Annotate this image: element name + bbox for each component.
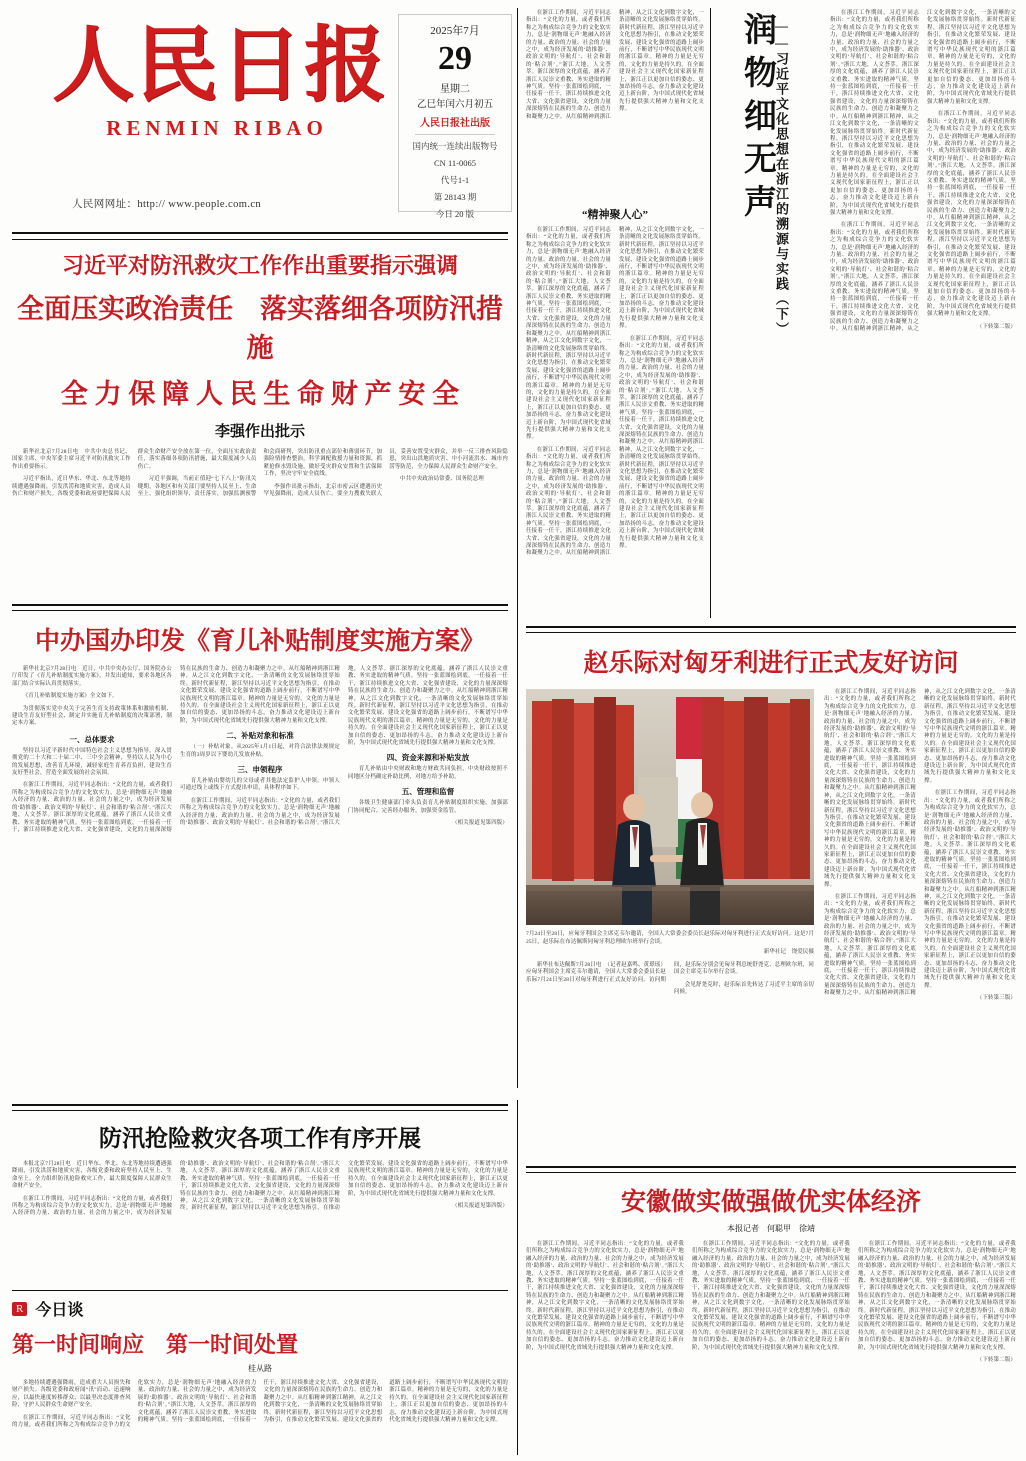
visit-story bbox=[526, 626, 1016, 1003]
rule bbox=[526, 1172, 1016, 1173]
paragraph: 李强作出批示指出，北京市密云区遭遇历史罕见强降雨，造成人员伤亡。要全力搜救失联人员，妥善安置受灾群众，并举一反三排查风险隐患，突出山洪地质灾害、中小河流洪水、城市内涝等防范，全力保障人民群众生命财产安全。 bbox=[263, 449, 508, 498]
masthead-info-box bbox=[398, 14, 512, 219]
anhui-story bbox=[526, 1166, 1016, 1365]
visit-photo-caption: 7月24日至28日，应匈牙利国会主席克韦尔邀请，全国人大常委会委员长赵乐际对匈牙利进行正式友好访问。这是7月25日，赵乐际在布达佩斯同匈牙利总理欧尔班举行会谈。 bbox=[526, 931, 814, 945]
flood-title: 防汛抢险救灾各项工作有序开展 bbox=[99, 1126, 421, 1151]
visit-photo-credit: 新华社记 饶爱民摄 bbox=[763, 949, 814, 955]
paragraph: 在浙江工作期间，习近平同志指出：“文化的力量，或者我们所称之为构成综合竞争力的文化软实力，总是‘润物细无声’地融入经济的力量、政治的力量、社会的力量之中，成为经济发展的‘助推器’、政治文明的‘导航灯’、社会和谐的‘粘合剂’。”浙江大地，人文荟萃。浙江深厚的文化底蕴，涵养了浙江人民崇文重教、务实进取的精神气质。坚持一张蓝图绘到底，一任接着一任干，浙江持续推进文化大省、文化强省建设，文化的力量深深熔铸在民族的生命力、创造力和凝聚力之中。从红船精神到浙江精神，从之江文化到数字文化，一条清晰的文化发展脉络贯穿始终。新时代新征程，浙江坚持以习近平文化思想为指引，在推动文化繁荣发展、建设文化强省的道路上阔步前行，不断谱写中华民族现代文明的浙江篇章。精神的力量是无穷的，文化的力量是持久的。在全面建设社会主义现代化国家新征程上，浙江正以更加自信的姿态、更加昂扬的斗志，奋力推动文化建设迈上新台阶，为中国式现代化省域先行提供强大精神力量和文化支撑。 bbox=[180, 666, 508, 827]
paragraph: 在浙江工作期间，习近平同志指出：“文化的力量，或者我们所称之为构成综合竞争力的文化软实力，总是‘润物细无声’地融入经济的力量、政治的力量、社会的力量之中，成为经济发展的‘助推器’、政治文明的‘导航灯’、社会和谐的‘粘合剂’。”浙江大地，人文荟萃。浙江深厚的文化底蕴，涵养了浙江人民崇文重教、务实进取的精神气质。坚持一张蓝图绘到底，一任接着一任干，浙江持续推进文化大省、文化强省建设，文化的力量深深熔铸在民族的生命力、创造力和凝聚力之中。从红船精神到浙江精神，从之江文化到数字文化，一条清晰的文化发展脉络贯穿始终。新时代新征程，浙江坚持以习近平文化思想为指引，在推动文化繁荣发展、建设文化强省的道路上阔步前行，不断谱写中华民族现代文明的浙江篇章。精神的力量是无穷的，文化的力量是持久的。在全面建设社会主义现代化国家新征程上，浙江正以更加自信的姿态、更加昂扬的斗志，奋力推动文化建设迈上新台阶，为中国式现代化省域先行提供强大精神力量和文化支撑。 bbox=[526, 227, 611, 441]
masthead-website[interactable]: 人民网网址：http:// www.people.com.cn bbox=[72, 199, 262, 210]
xi-culture-intro bbox=[526, 10, 704, 200]
column-divider-2 bbox=[517, 1100, 518, 1455]
anhui-body bbox=[526, 1241, 1016, 1365]
paragraph: 本报北京7月28日电 近日华东、华北、东北等地持续遭遇强降雨，引发洪涝和地质灾害，各级党委和政府坚持人民至上、生命至上，全力组织防汛抢险救灾工作，最大限度保障人民群众生命财产安全。 bbox=[12, 1161, 172, 1190]
paragraph: （一）补贴对象。从2025年1月1日起，对符合法律法规规定生育的3周岁以下婴幼儿发放补贴。 bbox=[180, 744, 340, 758]
masthead-pages: 今日 20 版 bbox=[435, 209, 475, 219]
paragraph: 在浙江工作期间，习近平同志指出：“文化的力量，或者我们所称之为构成综合竞争力的文化软实力，总是‘润物细无声’地融入经济的力量、政治的力量、社会的力量之中，成为经济发展的‘助推器’、政治文明的‘导航灯’、社会和谐的‘粘合剂’。”浙江大地，人文荟萃。浙江深厚的文化底蕴，涵养了浙江人民崇文重教、务实进取的精神气质。坚持一张蓝图绘到底，一任接着一任干，浙江持续推进文化大省、文化强省建设，文化的力量深深熔铸在民族的生命力、创造力和凝聚力之中。从红船精神到浙江精神，从之江文化到数字文化，一条清晰的文化发展脉络贯穿始终。新时代新征程，浙江坚持以习近平文化思想为指引，在推动文化繁荣发展、建设文化强省的道路上阔步前行，不断谱写中华民族现代文明的浙江篇章。精神的力量是无穷的，文化的力量是持久的。在全面建设社会主义现代化国家新征程上，浙江正以更加自信的姿态、更加昂扬的斗志，奋力推动文化建设迈上新台阶，为中国式现代化省域先行提供强大精神力量和文化支撑。 bbox=[526, 1241, 684, 1351]
divider bbox=[415, 134, 495, 135]
lead-body bbox=[12, 449, 508, 498]
xi-culture-text-right bbox=[830, 10, 1016, 610]
paragraph: 在浙江工作期间，习近平同志指出：“文化的力量，或者我们所称之为构成综合竞争力的文化软实力，总是‘润物细无声’地融入经济的力量、政治的力量、社会的力量之中，成为经济发展的‘助推器’、政治文明的‘导航灯’、社会和谐的‘粘合剂’。”浙江大地，人文荟萃。浙江深厚的文化底蕴，涵养了浙江人民崇文重教、务实进取的精神气质。坚持一张蓝图绘到底，一任接着一任干，浙江持续推进文化大省、文化强省建设，文化的力量深深熔铸在民族的生命力、创造力和凝聚力之中。从红船精神到浙江精神，从之江文化到数字文化，一条清晰的文化发展脉络贯穿始终。新时代新征程，浙江坚持以习近平文化思想为指引，在推动文化繁荣发展、建设文化强省的道路上阔步前行，不断谱写中华民族现代文明的浙江篇章。精神的力量是无穷的，文化的力量是持久的。在全面建设社会主义现代化国家新征程上，浙江正以更加自信的姿态、更加昂扬的斗志，奋力推动文化建设迈上新台阶，为中国式现代化省域先行提供强大精神力量和文化支撑。 bbox=[858, 1241, 1016, 1351]
masthead-title-cn: 人民日报 bbox=[52, 20, 389, 111]
paragraph: 在浙江工作期间，习近平同志指出：“文化的力量，或者我们所称之为构成综合竞争力的文化软实力，总是‘润物细无声’地融入经济的力量、政治的力量、社会的力量之中，成为经济发展的‘助推器’、政治文明的‘导航灯’、社会和谐的‘粘合剂’。”浙江大地，人文荟萃。浙江深厚的文化底蕴，涵养了浙江人民崇文重教、务实进取的精神气质。坚持一张蓝图绘到底，一任接着一任干，浙江持续推进文化大省、文化强省建设，文化的力量深深熔铸在民族的生命力、创造力和凝聚力之中。从红船精神到浙江精神，从之江文化到数字文化，一条清晰的文化发展脉络贯穿始终。新时代新征程，浙江坚持以习近平文化思想为指引，在推动文化繁荣发展、建设文化强省的道路上阔步前行，不断谱写中华民族现代文明的浙江篇章。精神的力量是无穷的，文化的力量是持久的。在全面建设社会主义现代化国家新征程上，浙江正以更加自信的姿态、更加昂扬的斗志，奋力推动文化建设迈上新台阶，为中国式现代化省域先行提供强大精神力量和文化支撑。 bbox=[526, 10, 704, 120]
vertical-subhead: ——习近平文化思想在浙江的溯源与实践（下） bbox=[774, 18, 789, 337]
xi-culture-text-left bbox=[526, 10, 704, 610]
paragraph: 为贯彻落实党中央关于完善生育支持政策体系和激励机制、建设生育友好型社会、制定并实施育儿补贴制度的决策部署，制定本方案。 bbox=[12, 705, 172, 727]
masthead-day: 29 bbox=[438, 40, 472, 77]
paragraph: 在浙江工作期间，习近平同志指出：“文化的力量，或者我们所称之为构成综合竞争力的文化软实力，总是‘润物细无声’地融入经济的力量、政治的力量、社会的力量之中，成为经济发展的‘助推器’、政治文明的‘导航灯’、社会和谐的‘粘合剂’。”浙江大地，人文荟萃。浙江深厚的文化底蕴，涵养了浙江人民崇文重教、务实进取的精神气质。坚持一张蓝图绘到底，一任接着一任干，浙江持续推进文化大省、文化强省建设，文化的力量深深熔铸在民族的生命力、创造力和凝聚力之中。从红船精神到浙江精神，从之江文化到数字文化，一条清晰的文化发展脉络贯穿始终。新时代新征程，浙江坚持以习近平文化思想为指引，在推动文化繁荣发展、建设文化强省的道路上阔步前行，不断谱写中华民族现代文明的浙江篇章。精神的力量是无穷的，文化的力量是持久的。在全面建设社会主义现代化国家新征程上，浙江正以更加自信的姿态、更加昂扬的斗志，奋力推动文化建设迈上新台阶，为中国式现代化省域先行提供强大精神力量和文化支撑。 bbox=[830, 10, 919, 216]
paragraph: 育儿补贴由中央财政和地方财政共同负担，中央财政按照不同地区分档确定补助比例，对地方给予补助。 bbox=[348, 766, 508, 780]
lead-headline-2: 全 力 保 障 人 民 生 命 财 产 安 全 bbox=[60, 379, 460, 409]
paragraph: 在浙江工作期间，习近平同志指出：“文化的力量，或者我们所称之为构成综合竞争力的文化软实力，总是‘润物细无声’地融入经济的力量、政治的力量、社会的力量之中，成为经济发展的‘助推器’、政治文明的‘导航灯’、社会和谐的‘粘合剂’。”浙江大地，人文荟萃。浙江深厚的文化底蕴，涵养了浙江人民崇文重教、务实进取的精神气质。坚持一张蓝图绘到底，一任接着一任干，浙江持续推进文化大省、文化强省建设，文化的力量深深熔铸在民族的生命力、创造力和凝聚力之中。从红船精神到浙江精神，从之江文化到数字文化，一条清晰的文化发展脉络贯穿始终。新时代新征程，浙江坚持以习近平文化思想为指引，在推动文化繁荣发展、建设文化强省的道路上阔步前行，不断谱写中华民族现代文明的浙江篇章。精神的力量是无穷的，文化的力量是持久的。在全面建设社会主义现代化国家新征程上，浙江正以更加自信的姿态、更加昂扬的斗志，奋力推动文化建设迈上新台阶，为中国式现代化省域先行提供强大精神力量和文化支撑。 bbox=[924, 790, 1016, 989]
xi-culture-subhead: “精神聚人心” bbox=[582, 209, 648, 221]
today-talk-author: 桂从路 bbox=[248, 1364, 272, 1373]
masthead-cn-code: CN 11-0065 bbox=[434, 158, 476, 168]
paragraph: 新华社北京7月28日电 中共中央总书记、国家主席、中央军委主席习近平对防汛救灾工作作出重要指示。 bbox=[12, 449, 131, 470]
column-divider-1 bbox=[517, 8, 518, 1088]
masthead-daihao: 代号1-1 bbox=[440, 175, 470, 185]
flood-body bbox=[12, 1161, 508, 1218]
paragraph: 各级卫生健康部门牵头负责育儿补贴制度组织实施，加强部门协同配合，完善经办服务，加强资金监管。 bbox=[348, 800, 508, 814]
visit-body-left bbox=[526, 962, 814, 997]
flood-story bbox=[12, 1104, 508, 1218]
today-talk-badge: R bbox=[12, 1302, 27, 1316]
visit-title: 赵乐际对匈牙利进行正式友好访问 bbox=[583, 650, 959, 677]
visit-body-right bbox=[824, 689, 1016, 1003]
masthead-lunar: 乙巳年闰六月初五 bbox=[416, 100, 493, 110]
paragraph: 习近平指出，近日华东、华北、东北等地持续遭遇强降雨，引发洪涝和地质灾害，造成人员伤亡和财产损失。各级党委和政府要把保障人民群众生命财产安全放在第一位，全面压实政治责任，落实落细各项防汛措施，最大限度减少人员伤亡。 bbox=[12, 449, 257, 498]
paragraph: 在浙江工作期间，习近平同志指出：“文化的力量，或者我们所称之为构成综合竞争力的文化软实力，总是‘润物细无声’地融入经济的力量、政治的力量、社会的力量之中，成为经济发展的‘助推器’、政治文明的‘导航灯’、社会和谐的‘粘合剂’。”浙江大地，人文荟萃。浙江深厚的文化底蕴，涵养了浙江人民崇文重教、务实进取的精神气质。坚持一张蓝图绘到底，一任接着一任干，浙江持续推进文化大省、文化强省建设，文化的力量深深熔铸在民族的生命力、创造力和凝聚力之中。从红船精神到浙江精神，从之江文化到数字文化，一条清晰的文化发展脉络贯穿始终。新时代新征程，浙江坚持以习近平文化思想为指引，在推动文化繁荣发展、建设文化强省的道路上阔步前行，不断谱写中华民族现代文明的浙江篇章。精神的力量是无穷的，文化的力量是持久的。在全面建设社会主义现代化国家新征程上，浙江正以更加自信的姿态、更加昂扬的斗志，奋力推动文化建设迈上新台阶，为中国式现代化省域先行提供强大精神力量和文化支撑。 bbox=[927, 111, 1016, 318]
anhui-footnote: （下转第二版） bbox=[976, 1357, 1016, 1364]
rule bbox=[526, 632, 1016, 633]
xi-culture-body bbox=[526, 227, 704, 599]
masthead-title bbox=[52, 18, 402, 141]
anhui-byline: 本报记者 何聪甲 徐靖 bbox=[727, 1224, 815, 1233]
paragraph: 在浙江工作期间，习近平同志指出：“文化的力量，或者我们所称之为构成综合竞争力的文化软实力，总是‘润物细无声’地融入经济的力量、政治的力量、社会的力量之中，成为经济发展的‘助推器’、政治文明的‘导航灯’、社会和谐的‘粘合剂’。”浙江大地，人文荟萃。浙江深厚的文化底蕴，涵养了浙江人民崇文重教、务实进取的精神气质。坚持一张蓝图绘到底，一任接着一任干，浙江持续推进文化大省、文化强省建设，文化的力量深深熔铸在民族的生命力、创造力和凝聚力之中。从红船精神到浙江精神，从之江文化到数字文化，一条清晰的文化发展脉络贯穿始终。新时代新征程，浙江坚持以习近平文化思想为指引，在推动文化繁荣发展、建设文化强省的道路上阔步前行，不断谱写中华民族现代文明的浙江篇章。精神的力量是无穷的，文化的力量是持久的。在全面建设社会主义现代化国家新征程上，浙江正以更加自信的姿态、更加昂扬的斗志，奋力推动文化建设迈上新台阶，为中国式现代化省域先行提供强大精神力量和文化支撑。 bbox=[526, 227, 704, 557]
paragraph: 在浙江工作期间，习近平同志指出：“文化的力量，或者我们所称之为构成综合竞争力的文化软实力，总是‘润物细无声’地融入经济的力量、政治的力量、社会的力量之中，成为经济发展的‘助推器’、政治文明的‘导航灯’、社会和谐的‘粘合剂’。”浙江大地，人文荟萃。浙江深厚的文化底蕴，涵养了浙江人民崇文重教、务实进取的精神气质。坚持一张蓝图绘到底，一任接着一任干，浙江持续推进文化大省、文化强省建设，文化的力量深深熔铸在民族的生命力、创造力和凝聚力之中。从红船精神到浙江精神，从之江文化到数字文化，一条清晰的文化发展脉络贯穿始终。新时代新征程，浙江坚持以习近平文化思想为指引，在推动文化繁荣发展、建设文化强省的道路上阔步前行，不断谱写中华民族现代文明的浙江篇章。精神的力量是无穷的，文化的力量是持久的。在全面建设社会主义现代化国家新征程上，浙江正以更加自信的姿态、更加昂扬的斗志，奋力推动文化建设迈上新台阶，为中国式现代化省域先行提供强大精神力量和文化支撑。 bbox=[824, 689, 1016, 997]
masthead-publisher: 人民日报社出版 bbox=[420, 118, 490, 129]
today-talk-body bbox=[12, 1380, 508, 1429]
policy-section-heading: 三、申领程序 bbox=[237, 765, 283, 775]
paragraph: 在浙江工作期间，习近平同志指出：“文化的力量，或者我们所称之为构成综合竞争力的文化软实力，总是‘润物细无声’地融入经济的力量、政治的力量、社会的力量之中，成为经济发展的‘助推器’、政治文明的‘导航灯’、社会和谐的‘粘合剂’。”浙江大地，人文荟萃。浙江深厚的文化底蕴，涵养了浙江人民崇文重教、务实进取的精神气质。坚持一张蓝图绘到底，一任接着一任干，浙江持续推进文化大省、文化强省建设，文化的力量深深熔铸在民族的生命力、创造力和凝聚力之中。从红船精神到浙江精神，从之江文化到数字文化，一条清晰的文化发展脉络贯穿始终。新时代新征程，浙江坚持以习近平文化思想为指引，在推动文化繁荣发展、建设文化强省的道路上阔步前行，不断谱写中华民族现代文明的浙江篇章。精神的力量是无穷的，文化的力量是持久的。在全面建设社会主义现代化国家新征程上，浙江正以更加自信的姿态、更加昂扬的斗志，奋力推动文化建设迈上新台阶，为中国式现代化省域先行提供强大精神力量和文化支撑。 bbox=[12, 1380, 508, 1429]
paragraph: 中共中央政治局常委、国务院总理 bbox=[400, 476, 484, 483]
paragraph: 多地持续遭遇强降雨，造成重大人员损失和财产损失。各级党委和政府闻“汛”而动、迅速响应，以最快速度转移群众、以最坚决态度排查风险，守护人民群众生命财产安全。 bbox=[12, 1380, 131, 1409]
policy-section-heading: 五、管理和监督 bbox=[401, 787, 455, 797]
masthead-date: 2025年7月 bbox=[430, 25, 480, 37]
visit-photo bbox=[526, 689, 814, 925]
paragraph: 新华社布达佩斯7月28日电 （记者赵嘉鸣、黄璟瑶）应匈牙利国会主席克韦尔邀请，全国人大常委会委员长赵乐际7月24日至28日对匈牙利进行正式友好访问。访问期间，赵乐际分别会见匈牙利总统舒尧克、总理欧尔班，同国会主席克韦尔举行会谈。 bbox=[526, 962, 814, 983]
lead-kicker: 习近平对防汛救灾工作作出重要指示强调 bbox=[61, 253, 458, 278]
xi-culture-right-body bbox=[830, 10, 1016, 590]
rule bbox=[12, 1290, 508, 1291]
paragraph: 坚持以习近平新时代中国特色社会主义思想为指导，深入贯彻党的二十大和二十届二中、三中全会精神，坚持以人民为中心的发展思想，改善育儿环境，减轻家庭生育养育负担，建设生育友好型社会，营造全面发展的社会氛围。 bbox=[12, 747, 172, 777]
visit-footnote: （下转第三版） bbox=[976, 995, 1016, 1002]
paragraph: 会见舒尧克时，赵乐际首先转达了习近平主席的亲切问候。 bbox=[674, 981, 814, 996]
rule bbox=[12, 1110, 508, 1111]
today-talk bbox=[12, 1290, 508, 1429]
policy-body bbox=[12, 666, 508, 834]
paragraph: 习近平强调，当前正值迎“七下八上”防汛关键期，各地区和有关部门要坚持人民至上、生命至上，强化组织领导、责任落实，加强监测预警和会商研判，突出防汛重点部位和薄弱环节，加强险情排查整治，科学调配救援力量和资源，抓紧抢修水毁设施，做好受灾群众安置和生活保障工作，坚决守牢安全底线。 bbox=[137, 449, 383, 498]
lead-headline-1: 全面压实政治责任 落实落细各项防汛措施 bbox=[17, 294, 503, 363]
vertical-headline: 润物细无声 bbox=[739, 12, 775, 227]
xi-culture-footnote: （下转第二版） bbox=[976, 323, 1016, 330]
masthead-issn: 国内统一连续出版物号 bbox=[412, 141, 498, 151]
policy-story bbox=[12, 604, 508, 834]
paragraph: 在浙江工作期间，习近平同志指出：“文化的力量，或者我们所称之为构成综合竞争力的文化软实力，总是‘润物细无声’地融入经济的力量、政治的力量、社会的力量之中，成为经济发展的‘助推器’、政治文明的‘导航灯’、社会和谐的‘粘合剂’。”浙江大地，人文荟萃。浙江深厚的文化底蕴，涵养了浙江人民崇文重教、务实进取的精神气质。坚持一张蓝图绘到底，一任接着一任干，浙江持续推进文化大省、文化强省建设，文化的力量深深熔铸在民族的生命力、创造力和凝聚力之中。从红船精神到浙江精神，从之江文化到数字文化，一条清晰的文化发展脉络贯穿始终。新时代新征程，浙江坚持以习近平文化思想为指引，在推动文化繁荣发展、建设文化强省的道路上阔步前行，不断谱写中华民族现代文明的浙江篇章。精神的力量是无穷的，文化的力量是持久的。在全面建设社会主义现代化国家新征程上，浙江正以更加自信的姿态、更加昂扬的斗志，奋力推动文化建设迈上新台阶，为中国式现代化省域先行提供强大精神力量和文化支撑。 bbox=[619, 335, 704, 550]
masthead-issue: 第 28143 期 bbox=[433, 192, 477, 202]
flood-footnote: （相关报道见第四版） bbox=[452, 1203, 508, 1210]
paragraph: 在浙江工作期间，习近平同志指出：“文化的力量，或者我们所称之为构成综合竞争力的文化软实力，总是‘润物细无声’地融入经济的力量、政治的力量、社会的力量之中，成为经济发展的‘助推器’、政治文明的‘导航灯’、社会和谐的‘粘合剂’。”浙江大地，人文荟萃。浙江深厚的文化底蕴，涵养了浙江人民崇文重教、务实进取的精神气质。坚持一张蓝图绘到底，一任接着一任干，浙江持续推进文化大省、文化强省建设，文化的力量深深熔铸在民族的生命力、创造力和凝聚力之中。从红船精神到浙江精神，从之江文化到数字文化，一条清晰的文化发展脉络贯穿始终。新时代新征程，浙江坚持以习近平文化思想为指引，在推动文化繁荣发展、建设文化强省的道路上阔步前行，不断谱写中华民族现代文明的浙江篇章。精神的力量是无穷的，文化的力量是持久的。在全面建设社会主义现代化国家新征程上，浙江正以更加自信的姿态、更加昂扬的斗志，奋力推动文化建设迈上新台阶，为中国式现代化省域先行提供强大精神力量和文化支撑。 bbox=[12, 1161, 508, 1217]
policy-section-heading: 四、资金来源和补贴发放 bbox=[386, 753, 470, 763]
xi-culture-vertical-sub bbox=[772, 18, 816, 598]
paragraph: 在浙江工作期间，习近平同志指出：“文化的力量，或者我们所称之为构成综合竞争力的文化软实力，总是‘润物细无声’地融入经济的力量、政治的力量、社会的力量之中，成为经济发展的‘助推器’、政治文明的‘导航灯’、社会和谐的‘粘合剂’。”浙江大地，人文荟萃。浙江深厚的文化底蕴，涵养了浙江人民崇文重教、务实进取的精神气质。坚持一张蓝图绘到底，一任接着一任干，浙江持续推进文化大省、文化强省建设，文化的力量深深熔铸在民族的生命力、创造力和凝聚力之中。从红船精神到浙江精神，从之江文化到数字文化，一条清晰的文化发展脉络贯穿始终。新时代新征程，浙江坚持以习近平文化思想为指引，在推动文化繁荣发展、建设文化强省的道路上阔步前行，不断谱写中华民族现代文明的浙江篇章。精神的力量是无穷的，文化的力量是持久的。在全面建设社会主义现代化国家新征程上，浙江正以更加自信的姿态、更加昂扬的斗志，奋力推动文化建设迈上新台阶，为中国式现代化省域先行提供强大精神力量和文化支撑。 bbox=[824, 689, 916, 888]
policy-section-heading: 一、总体要求 bbox=[69, 734, 115, 744]
lead-subhead: 李强作出批示 bbox=[214, 424, 305, 440]
paragraph: 在浙江工作期间，习近平同志指出：“文化的力量，或者我们所称之为构成综合竞争力的文化软实力，总是‘润物细无声’地融入经济的力量、政治的力量、社会的力量之中，成为经济发展的‘助推器’、政治文明的‘导航灯’、社会和谐的‘粘合剂’。”浙江大地，人文荟萃。浙江深厚的文化底蕴，涵养了浙江人民崇文重教、务实进取的精神气质。坚持一张蓝图绘到底，一任接着一任干，浙江持续推进文化大省、文化强省建设，文化的力量深深熔铸在民族的生命力、创造力和凝聚力之中。从红船精神到浙江精神，从之江文化到数字文化，一条清晰的文化发展脉络贯穿始终。新时代新征程，浙江坚持以习近平文化思想为指引，在推动文化繁荣发展、建设文化强省的道路上阔步前行，不断谱写中华民族现代文明的浙江篇章。精神的力量是无穷的，文化的力量是持久的。在全面建设社会主义现代化国家新征程上，浙江正以更加自信的姿态、更加昂扬的斗志，奋力推动文化建设迈上新台阶，为中国式现代化省域先行提供强大精神力量和文化支撑。 bbox=[12, 666, 340, 833]
paragraph: 新华社北京7月28日电 近日，中共中央办公厅、国务院办公厅印发了《育儿补贴制度实施方案》，并发出通知，要求各地区各部门结合实际认真贯彻落实。 bbox=[12, 666, 172, 687]
paragraph: 育儿补贴由婴幼儿的父母或者其他法定监护人申领。申领人可通过线上或线下方式提出申请，具体程序如下。 bbox=[180, 778, 340, 792]
paragraph: 在浙江工作期间，习近平同志指出：“文化的力量，或者我们所称之为构成综合竞争力的文化软实力，总是‘润物细无声’地融入经济的力量、政治的力量、社会的力量之中，成为经济发展的‘助推器’、政治文明的‘导航灯’、社会和谐的‘粘合剂’。”浙江大地，人文荟萃。浙江深厚的文化底蕴，涵养了浙江人民崇文重教、务实进取的精神气质。坚持一张蓝图绘到底，一任接着一任干，浙江持续推进文化大省、文化强省建设，文化的力量深深熔铸在民族的生命力、创造力和凝聚力之中。从红船精神到浙江精神，从之江文化到数字文化，一条清晰的文化发展脉络贯穿始终。新时代新征程，浙江坚持以习近平文化思想为指引，在推动文化繁荣发展、建设文化强省的道路上阔步前行，不断谱写中华民族现代文明的浙江篇章。精神的力量是无穷的，文化的力量是持久的。在全面建设社会主义现代化国家新征程上，浙江正以更加自信的姿态、更加昂扬的斗志，奋力推动文化建设迈上新台阶，为中国式现代化省域先行提供强大精神力量和文化支撑。 bbox=[830, 10, 1016, 333]
anhui-title: 安徽做实做强做优实体经济 bbox=[620, 1189, 921, 1216]
policy-section-heading: 二、补贴对象和标准 bbox=[226, 731, 294, 741]
paragraph: 《育儿补贴制度实施方案》全文如下。 bbox=[22, 693, 118, 700]
rule bbox=[12, 610, 508, 611]
lead-story bbox=[12, 232, 508, 498]
paragraph: 在浙江工作期间，习近平同志指出：“文化的力量，或者我们所称之为构成综合竞争力的文化软实力，总是‘润物细无声’地融入经济的力量、政治的力量、社会的力量之中，成为经济发展的‘助推器’、政治文明的‘导航灯’、社会和谐的‘粘合剂’。”浙江大地，人文荟萃。浙江深厚的文化底蕴，涵养了浙江人民崇文重教、务实进取的精神气质。坚持一张蓝图绘到底，一任接着一任干，浙江持续推进文化大省、文化强省建设，文化的力量深深熔铸在民族的生命力、创造力和凝聚力之中。从红船精神到浙江精神，从之江文化到数字文化，一条清晰的文化发展脉络贯穿始终。新时代新征程，浙江坚持以习近平文化思想为指引，在推动文化繁荣发展、建设文化强省的道路上阔步前行，不断谱写中华民族现代文明的浙江篇章。精神的力量是无穷的，文化的力量是持久的。在全面建设社会主义现代化国家新征程上，浙江正以更加自信的姿态、更加昂扬的斗志，奋力推动文化建设迈上新台阶，为中国式现代化省域先行提供强大精神力量和文化支撑。 bbox=[692, 1241, 850, 1351]
today-talk-title: 第一时间响应 第一时间处置 bbox=[12, 1332, 299, 1357]
column-divider-3 bbox=[710, 8, 711, 618]
policy-title: 中办国办印发《育儿补贴制度实施方案》 bbox=[34, 628, 485, 655]
masthead-weekday: 星期二 bbox=[440, 84, 470, 95]
photo-illustration bbox=[526, 689, 814, 925]
today-talk-label: 今日谈 bbox=[35, 1302, 84, 1319]
policy-footnote: （相关报道见第四版） bbox=[452, 820, 508, 827]
masthead-title-pinyin: RENMIN RIBAO bbox=[106, 116, 328, 140]
rule bbox=[12, 239, 508, 240]
